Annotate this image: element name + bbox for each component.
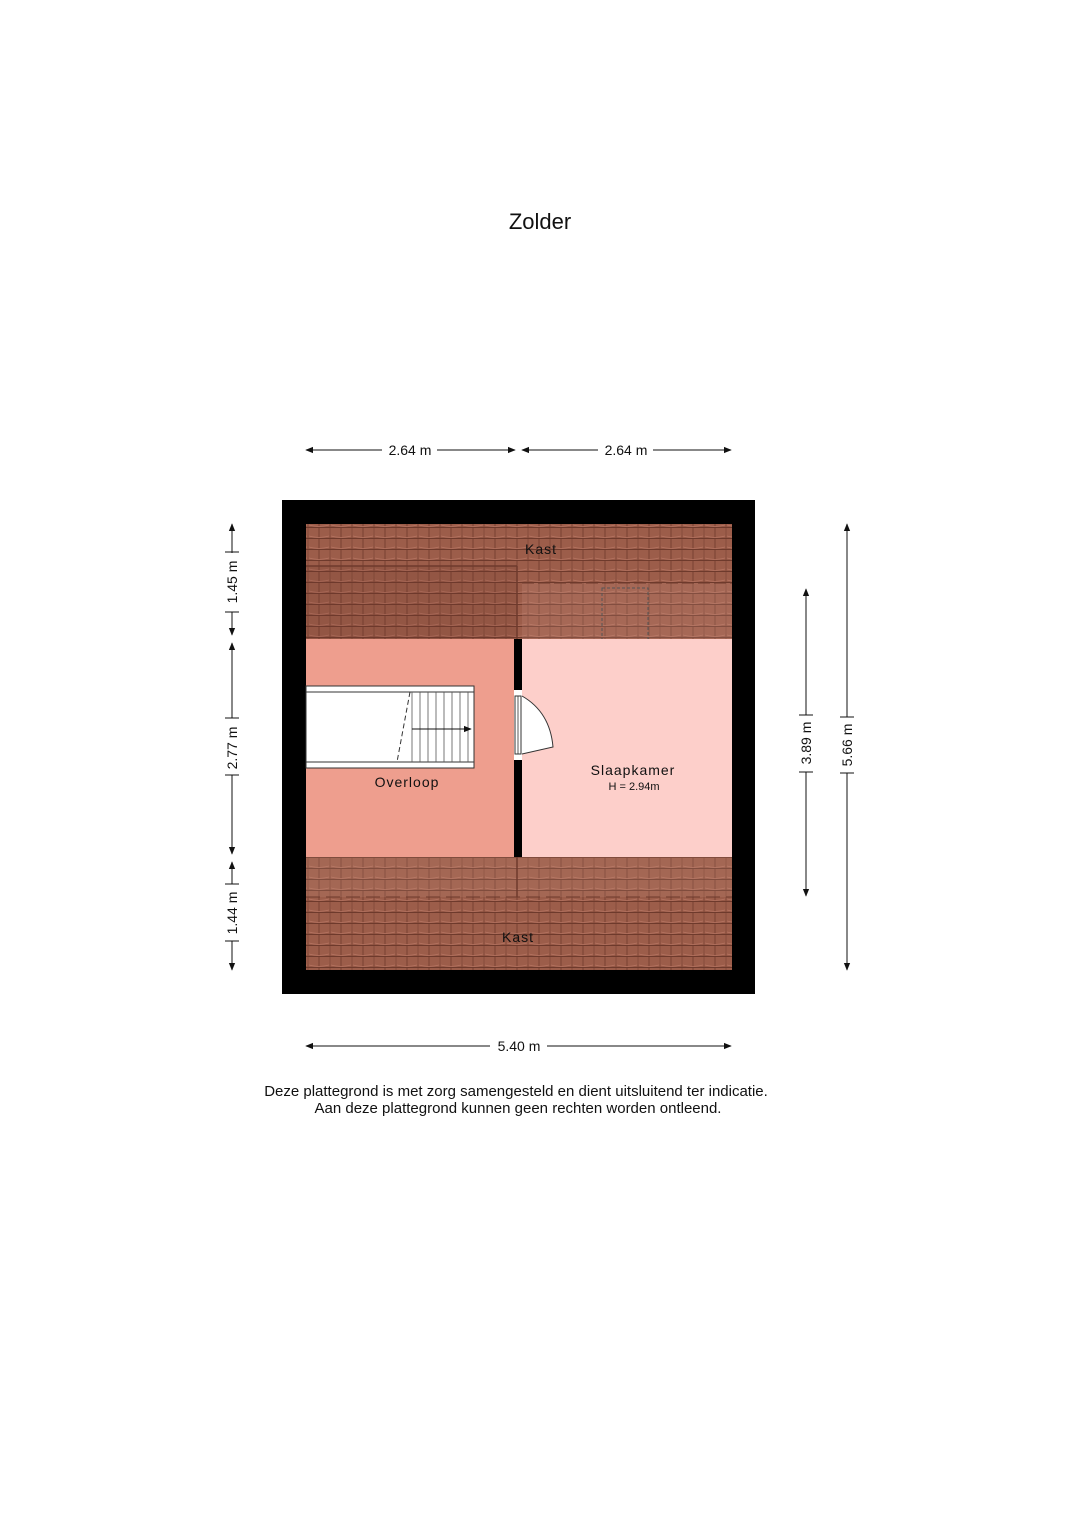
label-slaapkamer-height: H = 2.94m (608, 781, 660, 793)
slaapkamer-room (522, 639, 732, 857)
label-kast-top: Kast (524, 541, 558, 557)
bottom-dimension (306, 1038, 731, 1054)
plan-title: Zolder (508, 209, 572, 234)
dim-left-bottom: 1.44 m (224, 891, 240, 935)
top-dimensions (306, 442, 731, 458)
disclaimer-line-2: Aan deze plattegrond kunnen geen rechten worden ontleend. (314, 1100, 722, 1117)
label-slaapkamer: Slaapkamer (590, 762, 676, 778)
dim-right-outer: 5.66 m (839, 723, 855, 767)
inner-wall-bottom (514, 760, 522, 857)
dim-left-middle: 2.77 m (224, 726, 240, 770)
dim-bottom: 5.40 m (497, 1038, 541, 1054)
right-dimensions (798, 524, 855, 970)
staircase (306, 686, 474, 768)
label-overloop: Overloop (374, 774, 440, 790)
dim-top-right: 2.64 m (604, 442, 648, 458)
left-dimensions (224, 524, 240, 970)
disclaimer-line-1: Deze plattegrond is met zorg samengesteld en dient uitsluitend ter indicatie. (264, 1083, 768, 1100)
label-kast-bottom: Kast (501, 929, 535, 945)
inner-wall-top (514, 639, 522, 690)
dim-top-left: 2.64 m (388, 442, 432, 458)
dim-left-top: 1.45 m (224, 560, 240, 604)
dim-right-inner: 3.89 m (798, 721, 814, 765)
